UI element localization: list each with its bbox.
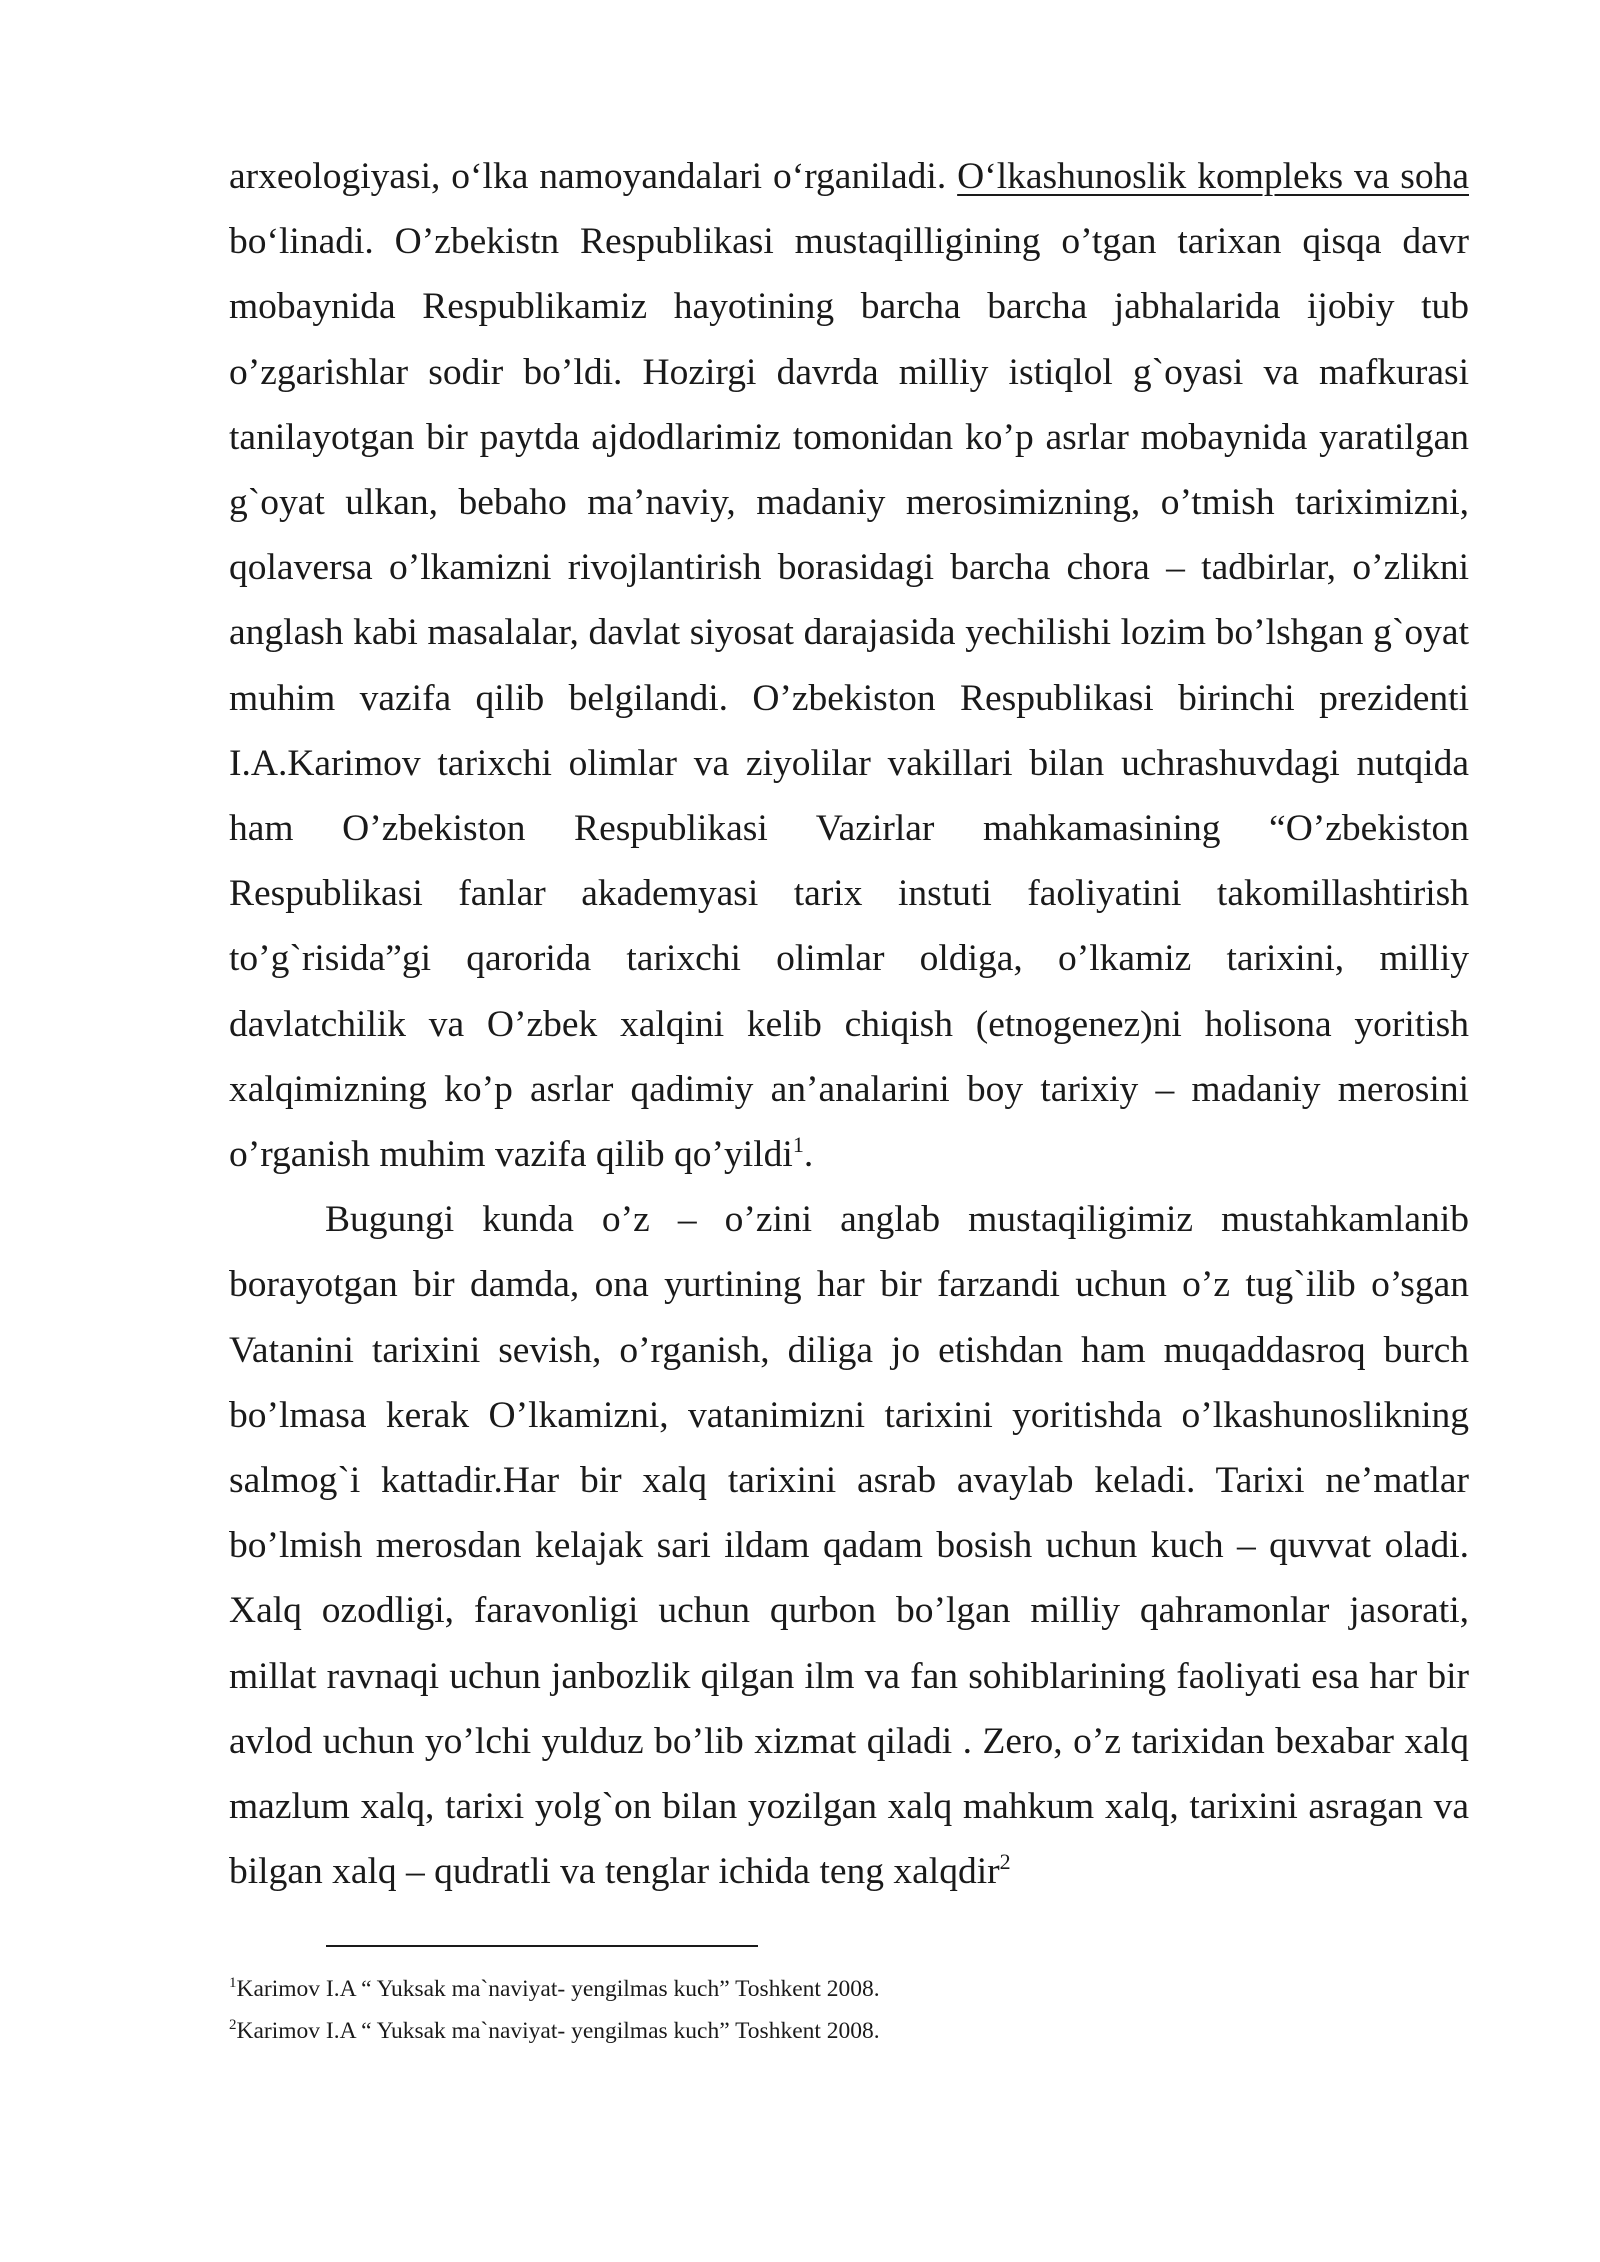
paragraph-1-text: boʻlinadi. O’zbekistn Respublikasi mustaqilligining o’tgan tarixan qisqa davr mobaynida Respublikamiz hayotining barcha barcha jabhalarida ijobiy tub o’zgarishlar sodir bo’ldi. Hozirgi davrda milliy istiqlol g`oyasi va mafkurasi tanilayotgan bir paytda ajdodlarimiz tomonidan ko’p asrlar mobaynida yaratilgan g`oyat ulkan, bebaho ma’naviy, madaniy merosimizning, o’tmish tariximizni, qolaversa o’lkamizni rivojlantirish borasidagi barcha chora – tadbirlar, o’zlikni anglash kabi masalalar, davlat siyosat darajasida yechilishi lozim bo’lshgan g`oyat muhim vazifa qilib belgilandi. O’zbekiston Respublikasi birinchi prezidenti I.A.Karimov tarixchi olimlar va ziyolilar vakillari bilan uchrashuvdagi nutqida ham O’zbekiston Respublikasi Vazirlar mahkamasining “O’zbekiston Respublikasi fanlar akademyasi tarix instuti faoliyatini takomillashtirish to’g`risida”gi qarorida tarixchi olimlar oldiga, o’lkamiz tarixini, milliy davlatchilik va O’zbek xalqini kelib chiqish (etnogenez)ni holisona yoritish xalqimizning ko’p asrlar qadimiy an’analarini boy tarixiy – madaniy merosini o’rganish muhim vazifa qilib qo’yildi <box>229 221 1469 1176</box>
paragraph-1 <box>229 144 1469 1187</box>
paragraph-2-text: Bugungi kunda o’z – o’zini anglab mustaqiligimiz mustahkamlanib borayotgan bir damda, ona yurtining har bir farzandi uchun o’z tug`ilib o’sgan Vatanini tarixini sevish, o’rganish, diliga jo etishdan ham muqaddasroq burch bo’lmasa kerak O’lkamizni, vatanimizni tarixini yoritishda o’lkashunoslikning salmog`i kattadir.Har bir xalq tarixini asrab avaylab keladi. Tarixi ne’matlar bo’lmish merosdan kelajak sari ildam qadam bosish uchun kuch – quvvat oladi. Xalq ozodligi, faravonligi uchun qurbon bo’lgan milliy qahramonlar jasorati, millat ravnaqi uchun janbozlik qilgan ilm va fan sohiblarining faoliyati esa har bir avlod uchun yo’lchi yulduz bo’lib xizmat qiladi . Zero, o’z tarixidan bexabar xalq mazlum xalq, tarixi yolg`on bilan yozilgan xalq mahkum xalq, tarixini asragan va bilgan xalq – qudratli va tenglar ichida teng xalqdir <box>229 1199 1469 1893</box>
paragraph-1-text-start: arxeologiyasi, oʻlka namoyandalari oʻrganiladi. <box>229 156 958 197</box>
footnote-number: 1 <box>229 1975 237 1991</box>
footnote-separator <box>326 1945 758 1947</box>
footnote-ref-1[interactable]: 1 <box>792 1132 804 1158</box>
underlined-text: Oʻlkashunoslik kompleks va soha <box>957 156 1469 197</box>
footnotes <box>229 1968 1469 2052</box>
footnote-number: 2 <box>229 2017 237 2033</box>
footnote-text: Karimov I.A “ Yuksak ma`naviyat- yengilmas kuch” Toshkent 2008. <box>236 2018 880 2044</box>
footnote-text: Karimov I.A “ Yuksak ma`naviyat- yengilmas kuch” Toshkent 2008. <box>236 1976 880 2002</box>
paragraph-2 <box>229 1187 1469 1904</box>
footnote-1 <box>229 1968 1469 2010</box>
paragraph-1-end: . <box>803 1134 814 1176</box>
footnote-ref-2[interactable]: 2 <box>999 1849 1011 1875</box>
footnote-2 <box>229 2010 1469 2052</box>
body-text <box>229 144 1469 1904</box>
